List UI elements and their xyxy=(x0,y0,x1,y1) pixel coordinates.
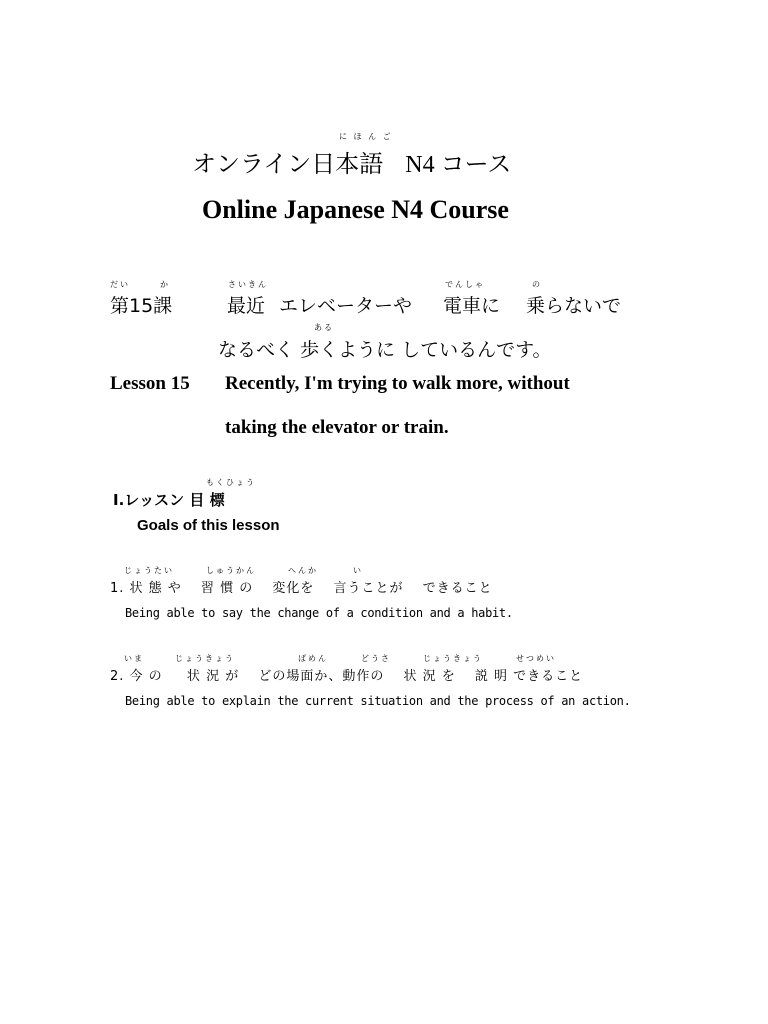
lesson-title-jp-b: エレベーターや xyxy=(279,295,413,317)
lesson-title-jp-a: 最近 xyxy=(227,295,266,317)
lesson-title-jp-c: 電車に xyxy=(443,295,501,317)
goal-1-furigana-joutai: じょうたい xyxy=(124,566,174,575)
goal-2-japanese: 2. 今 の 状 況 が どの場面か、動作の 状 況 を 説 明 できること xyxy=(110,669,584,684)
goal-2-furigana-bamen: ばめん xyxy=(298,654,328,663)
goal-2-furigana-joukyou: じょうきょう xyxy=(175,654,235,663)
lesson-title-en-line2: taking the elevator or train. xyxy=(225,417,449,438)
section-heading: Ⅰ.レッスン 目 標 xyxy=(113,491,225,509)
goal-1-japanese: 1. 状 態 や 習 慣 の 変化を 言うことが できること xyxy=(110,581,493,596)
goal-2-furigana-ima: いま xyxy=(124,654,144,663)
goal-2-furigana-dousa: どうさ xyxy=(361,654,391,663)
goal-1-furigana-i: い xyxy=(353,566,363,575)
furigana-ka: か xyxy=(160,280,170,289)
goal-1-furigana-henka: へんか xyxy=(288,566,318,575)
lesson-title-en-line1: Recently, I'm trying to walk more, without xyxy=(225,373,570,394)
section-subheading: Goals of this lesson xyxy=(137,517,280,534)
title-furigana: に ほ ん ご xyxy=(339,132,393,141)
goal-1-furigana-shuukan: しゅうかん xyxy=(206,566,256,575)
furigana-saikin: さいきん xyxy=(228,280,268,289)
title-jp-prefix: オンライン日本語 xyxy=(192,150,384,178)
goal-2-furigana-setsumei: せつめい xyxy=(516,654,556,663)
goal-2-english: Being able to explain the current situation and the process of an action. xyxy=(125,694,631,708)
furigana-aru: ある xyxy=(314,323,334,332)
page-title-japanese xyxy=(192,144,511,179)
furigana-densha: でんしゃ xyxy=(445,280,485,289)
furigana-dai: だい xyxy=(110,280,130,289)
lesson-number-jp: 第15課 xyxy=(110,295,173,317)
page-title-english: Online Japanese N4 Course xyxy=(202,195,509,224)
goal-1-english: Being able to say the change of a condition and a habit. xyxy=(125,606,513,620)
lesson-number-en: Lesson 15 xyxy=(110,373,190,394)
title-jp-suffix: N4 コース xyxy=(405,152,512,178)
lesson-title-jp-d: 乗らないで xyxy=(526,295,622,317)
furigana-no: の xyxy=(532,280,542,289)
goal-2-furigana-joukyou-2: じょうきょう xyxy=(423,654,483,663)
furigana-mokuhyou: もくひょう xyxy=(206,478,256,487)
lesson-title-jp-line2: なるべく 歩くように しているんです。 xyxy=(218,339,552,361)
